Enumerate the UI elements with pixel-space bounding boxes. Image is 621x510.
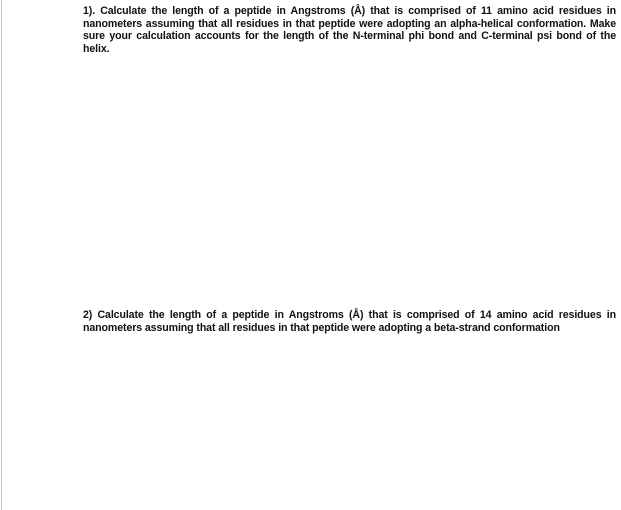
question-2-text: 2) Calculate the length of a peptide in Angstroms (Å) that is comprised of 14 amino acid residues in nanometers assuming that all residues in that peptide were adopting a beta-strand conformation: [83, 309, 616, 334]
question-1-text: 1). Calculate the length of a peptide in Angstroms (Å) that is comprised of 11 amino acid residues in nanometers assuming that all residues in that peptide were adopting an alpha-helical conformation. Make sure your calculation accounts for the length of the N-terminal phi bond and C-terminal psi bond of the helix.: [83, 5, 616, 55]
page-left-border: [1, 0, 2, 510]
